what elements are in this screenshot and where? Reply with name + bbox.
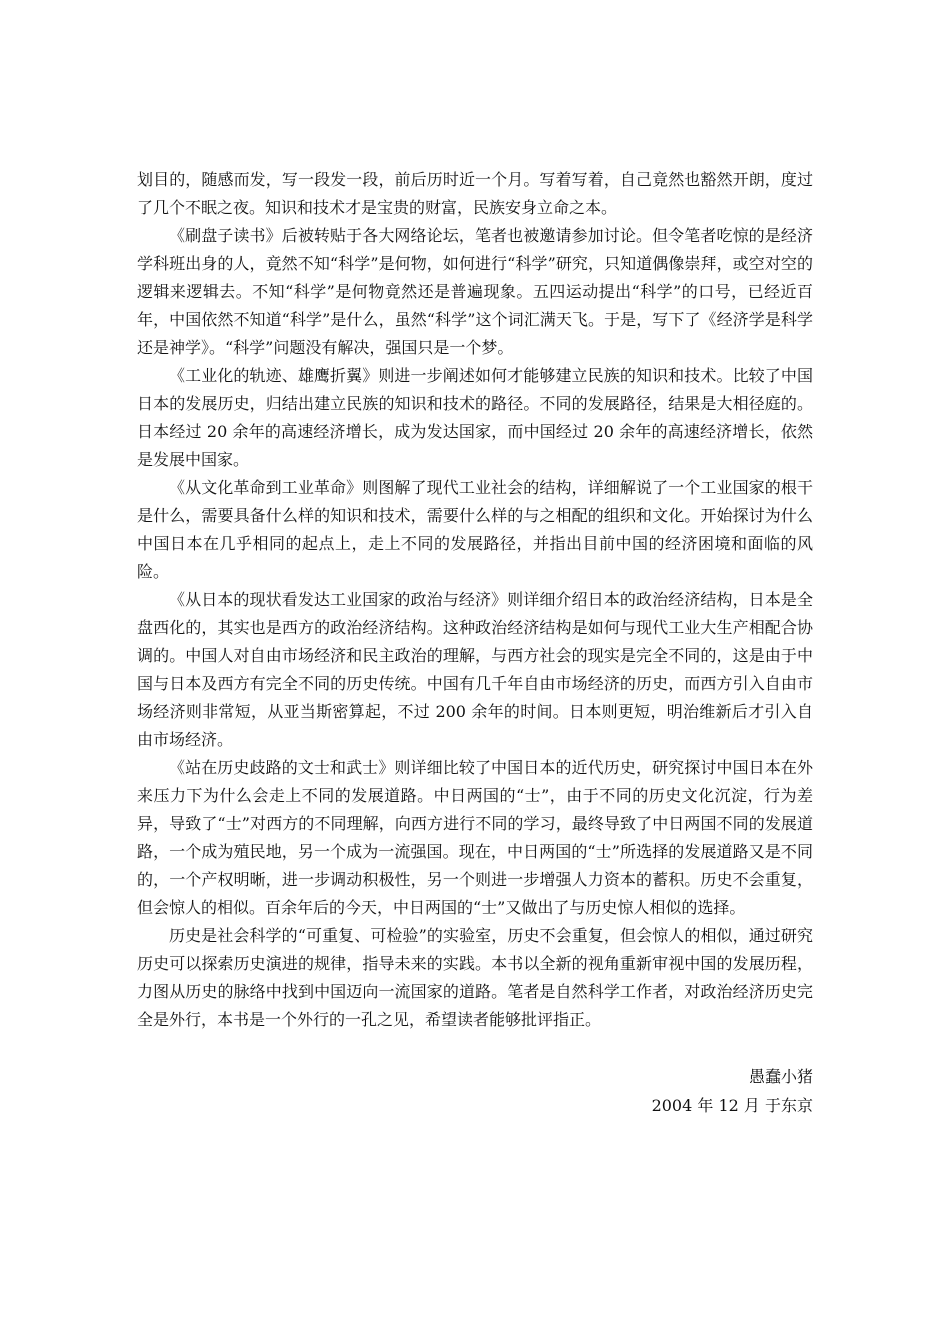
signature-block	[137, 1062, 813, 1120]
paragraph-scholars-samurai: 《站在历史歧路的文士和武士》则详细比较了中国日本的近代历史，研究探讨中国日本在外来压力下为什么会走上不同的发展道路。中日两国的“士”，由于不同的历史文化沉淀，行为差异，导致了“士”对西方的不同理解，向西方进行不同的学习，最终导致了中日两国不同的发展道路，一个成为殖民地，另一个成为一流强国。现在，中日两国的“士”所选择的发展道路又是不同的，一个产权明晰，进一步调动积极性，另一个则进一步增强人力资本的蓄积。历史不会重复，但会惊人的相似。百余年后的今天，中日两国的“士”又做出了与历史惊人相似的选择。	[137, 758, 813, 917]
paragraph-history-lab: 历史是社会科学的“可重复、可检验”的实验室，历史不会重复，但会惊人的相似，通过研究历史可以探索历史演进的规律，指导未来的实践。本书以全新的视角重新审视中国的发展历程，力图从历史的脉络中找到中国迈向一流国家的道路。笔者是自然科学工作者，对政治经济历史完全是外行，本书是一个外行的一孔之见，希望读者能够批评指正。	[137, 926, 813, 1029]
paragraph-cultural-revolution: 《从文化革命到工业革命》则图解了现代工业社会的结构，详细解说了一个工业国家的根干是什么，需要具备什么样的知识和技术，需要什么样的与之相配的组织和文化。开始探讨为什么中国日本在几乎相同的起点上，走上不同的发展路径，并指出目前中国的经济困境和面临的风险。	[137, 478, 813, 581]
paragraph-japan-politics: 《从日本的现状看发达工业国家的政治与经济》则详细介绍日本的政治经济结构，日本是全盘西化的，其实也是西方的政治经济结构。这种政治经济结构是如何与现代工业大生产相配合协调的。中国人对自由市场经济和民主政治的理解，与西方社会的现实是完全不同的，这是由于中国与日本及西方有完全不同的历史传统。中国有几千年自由市场经济的历史，而西方引入自由市场经济则非常短，从亚当斯密算起，不过 200 余年的时间。日本则更短，明治维新后才引入自由市场经济。	[137, 590, 813, 749]
paragraph-continuation: 划目的，随感而发，写一段发一段，前后历时近一个月。写着写着，自己竟然也豁然开朗，度过了几个不眠之夜。知识和技术才是宝贵的财富，民族安身立命之本。	[137, 170, 813, 217]
date-place: 2004 年 12 月 于东京	[651, 1096, 813, 1115]
author-name: 愚蠢小猪	[748, 1067, 813, 1086]
paragraph-industrialization: 《工业化的轨迹、雄鹰折翼》则进一步阐述如何才能够建立民族的知识和技术。比较了中国日本的发展历史，归结出建立民族的知识和技术的路径。不同的发展路径，结果是大相径庭的。日本经过 20 余年的高速经济增长，成为发达国家，而中国经过 20 余年的高速经济增长，依然是发展中国家。	[137, 366, 813, 469]
paragraph-washing-dishes: 《刷盘子读书》后被转贴于各大网络论坛，笔者也被邀请参加讨论。但令笔者吃惊的是经济学科班出身的人，竟然不知“科学”是何物，如何进行“科学”研究，只知道偶像崇拜，或空对空的逻辑来逻辑去。不知“科学”是何物竟然还是普遍现象。五四运动提出“科学”的口号，已经近百年，中国依然不知道“科学”是什么，虽然“科学”这个词汇满天飞。于是，写下了《经济学是科学还是神学》。“科学”问题没有解决，强国只是一个梦。	[137, 226, 813, 357]
document-page	[137, 166, 813, 1120]
